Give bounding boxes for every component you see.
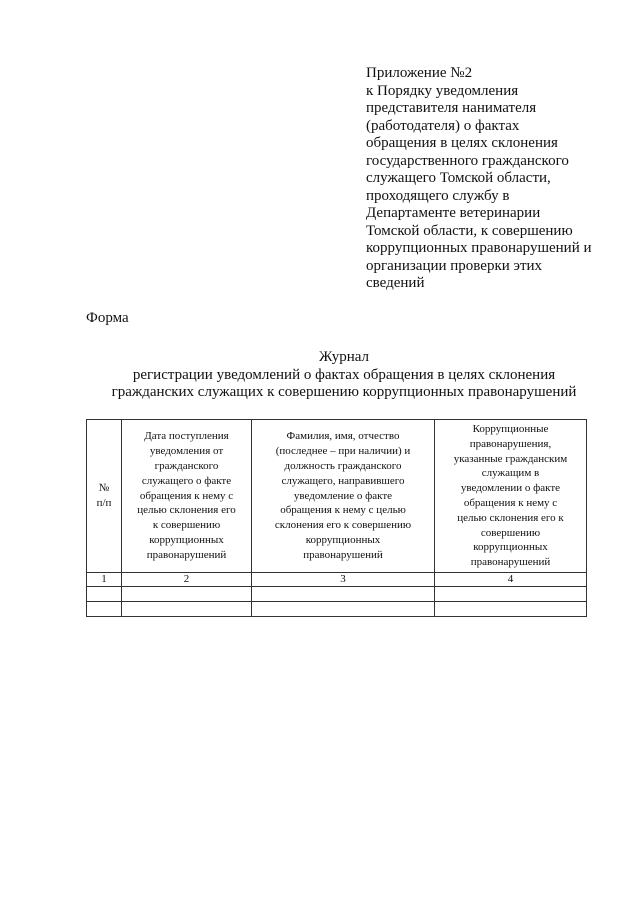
table-cell: [252, 587, 435, 602]
column-number-cell: 4: [435, 573, 587, 587]
header-line: обращения к нему с: [463, 497, 558, 509]
header-line: уведомление о факте: [293, 489, 393, 502]
table-cell: [252, 602, 435, 617]
appendix-line: коррупционных правонарушений и: [366, 240, 592, 256]
header-line: совершению: [480, 526, 541, 539]
header-line: правонарушения,: [469, 437, 552, 450]
header-line: правонарушений: [146, 548, 227, 561]
appendix-line: обращения в целях склонения: [366, 135, 558, 151]
appendix-line: государственного гражданского: [366, 152, 569, 169]
appendix-line: Приложение №2: [366, 65, 473, 81]
table-cell: [87, 602, 122, 617]
table-row: [87, 587, 587, 602]
header-line: целью склонения его: [137, 504, 236, 517]
journal-subtitle-line: регистрации уведомлений о фактах обращения в целях склонения: [132, 366, 556, 383]
journal-subtitle-line: гражданских служащих к совершению коррупционных правонарушений: [111, 384, 577, 400]
header-line: коррупционных: [149, 533, 224, 546]
column-number-cell: 3: [252, 573, 435, 587]
header-line: (последнее – при наличии) и: [275, 445, 411, 458]
table-cell: [87, 587, 122, 602]
header-line: служащего, направившего: [281, 474, 405, 487]
header-line: склонения его к совершению: [274, 519, 412, 532]
header-line: п/п: [96, 497, 112, 509]
header-line: целью склонения его к: [457, 511, 564, 524]
header-cell-date: [122, 420, 252, 573]
header-cell-name-position: [252, 420, 435, 573]
table-header-row: [87, 420, 587, 573]
table-cell: [435, 587, 587, 602]
header-line: к совершению: [152, 519, 221, 532]
header-line: указанные гражданским: [453, 452, 568, 465]
appendix-line: сведений: [366, 275, 425, 291]
appendix-block: [366, 65, 621, 293]
header-line: гражданского: [154, 460, 219, 472]
appendix-line: организации проверки этих: [366, 257, 543, 274]
appendix-line: проходящего службу в: [366, 187, 510, 204]
registration-table: [86, 419, 587, 617]
column-number-cell: 2: [122, 573, 252, 587]
appendix-line: (работодателя) о фактах: [366, 117, 520, 134]
column-number-cell: 1: [87, 573, 122, 587]
appendix-line: служащего Томской области,: [366, 170, 551, 186]
header-line: уведомлении о факте: [460, 482, 561, 495]
header-line: должность гражданского: [284, 460, 402, 472]
header-cell-number: [87, 420, 122, 573]
table-cell: [122, 587, 252, 602]
header-line: уведомления от: [149, 445, 224, 458]
header-line: Коррупционные: [472, 423, 549, 436]
header-line: коррупционных: [473, 541, 548, 554]
table-row: [87, 602, 587, 617]
header-line: правонарушений: [303, 548, 383, 561]
header-line: правонарушений: [470, 556, 551, 569]
appendix-line: Департаменте ветеринарии: [366, 205, 541, 221]
column-number-row: [87, 573, 587, 587]
header-line: служащего о факте: [141, 474, 232, 487]
appendix-line: представителя нанимателя: [366, 100, 537, 116]
header-line: обращения к нему с: [139, 489, 234, 502]
table-cell: [435, 602, 587, 617]
form-label: Форма: [86, 310, 129, 326]
header-line: №: [98, 482, 110, 495]
header-line: обращения к нему с целью: [280, 504, 406, 517]
journal-title: Журнал: [318, 349, 369, 365]
header-line: Дата поступления: [144, 430, 229, 443]
table-cell: [122, 602, 252, 617]
header-line: коррупционных: [305, 533, 381, 546]
appendix-line: Томской области, к совершению: [366, 222, 573, 239]
appendix-line: к Порядку уведомления: [366, 82, 519, 99]
header-line: Фамилия, имя, отчество: [286, 430, 400, 443]
header-cell-violations: [435, 420, 587, 573]
journal-heading: [85, 349, 603, 402]
header-line: служащим в: [481, 467, 540, 480]
